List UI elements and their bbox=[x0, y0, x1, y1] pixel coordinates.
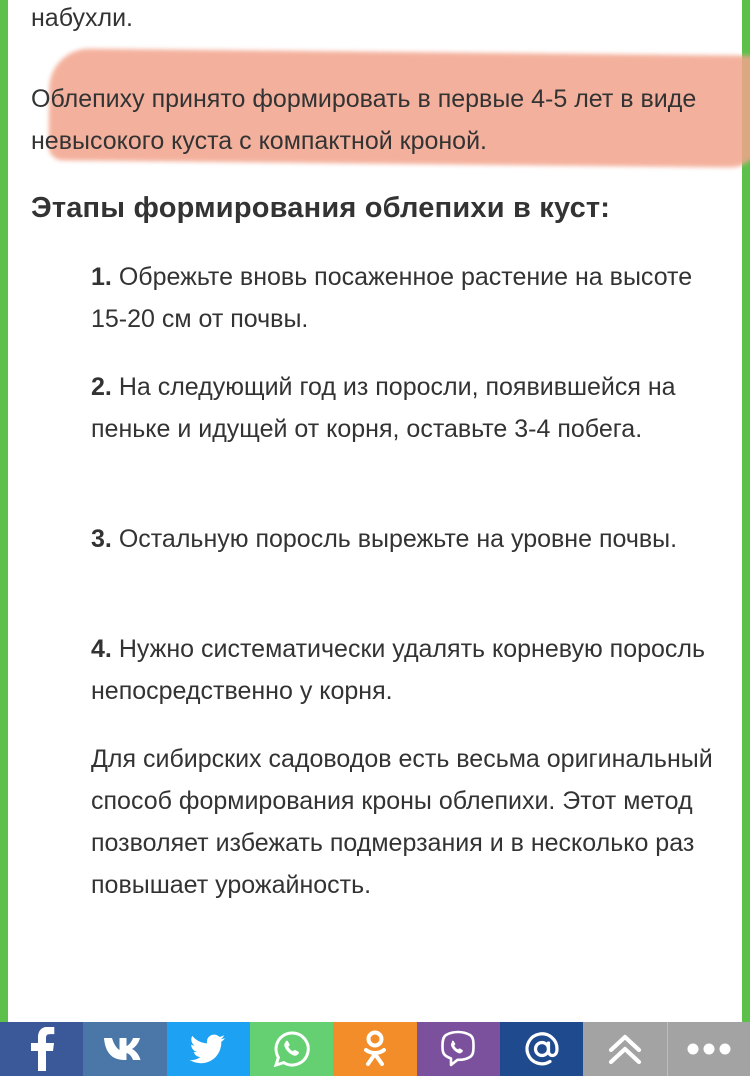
step-number: 4. bbox=[91, 635, 112, 663]
facebook-icon bbox=[29, 1027, 55, 1071]
scroll-up-button[interactable] bbox=[583, 1022, 666, 1076]
vkontakte-share-button[interactable] bbox=[83, 1022, 166, 1076]
closing-paragraph: Для сибирских садоводов есть весьма оригинальный способ формирования кроны облепихи. Этот метод позволяет избежать подмерзания и в несколько раз повышает урожайность. bbox=[91, 745, 713, 899]
odnoklassniki-share-button[interactable] bbox=[333, 1022, 416, 1076]
viber-icon bbox=[438, 1029, 478, 1069]
step-text: Остальную поросль вырежьте на уровне почвы. bbox=[118, 525, 678, 553]
at-sign-icon bbox=[523, 1030, 561, 1068]
twitter-share-button[interactable] bbox=[167, 1022, 250, 1076]
more-share-button[interactable] bbox=[667, 1022, 750, 1076]
whatsapp-icon bbox=[273, 1030, 311, 1068]
step-text: Обрежьте вновь посаженное растение на высоте 15-20 см от почвы. bbox=[91, 263, 693, 333]
facebook-share-button[interactable] bbox=[0, 1022, 83, 1076]
mail-share-button[interactable] bbox=[500, 1022, 583, 1076]
vk-icon bbox=[102, 1035, 148, 1063]
step-text: На следующий год из поросли, появившейся на пеньке и идущей от корня, оставьте 3-4 побега. bbox=[91, 373, 676, 443]
clipped-paragraph-end: набухли. bbox=[31, 4, 133, 32]
twitter-icon bbox=[190, 1034, 226, 1064]
double-chevron-up-icon bbox=[607, 1032, 643, 1066]
step-item bbox=[91, 366, 731, 450]
step-item bbox=[91, 256, 731, 340]
highlighted-paragraph: Облепиху принято формировать в первые 4-5 лет в виде невысокого куста с компактной кроной. bbox=[31, 85, 697, 155]
step-number: 2. bbox=[91, 373, 112, 401]
step-number: 1. bbox=[91, 263, 112, 291]
step-text: Нужно систематически удалять корневую поросль непосредственно у корня. bbox=[91, 635, 706, 705]
section-heading: Этапы формирования облепихи в куст: bbox=[31, 192, 611, 224]
ellipsis-icon bbox=[687, 1043, 731, 1055]
odnoklassniki-icon bbox=[362, 1029, 388, 1069]
step-item bbox=[91, 518, 677, 560]
step-number: 3. bbox=[91, 525, 112, 553]
share-bar bbox=[0, 1022, 750, 1076]
step-item bbox=[91, 628, 731, 712]
viber-share-button[interactable] bbox=[417, 1022, 500, 1076]
whatsapp-share-button[interactable] bbox=[250, 1022, 333, 1076]
